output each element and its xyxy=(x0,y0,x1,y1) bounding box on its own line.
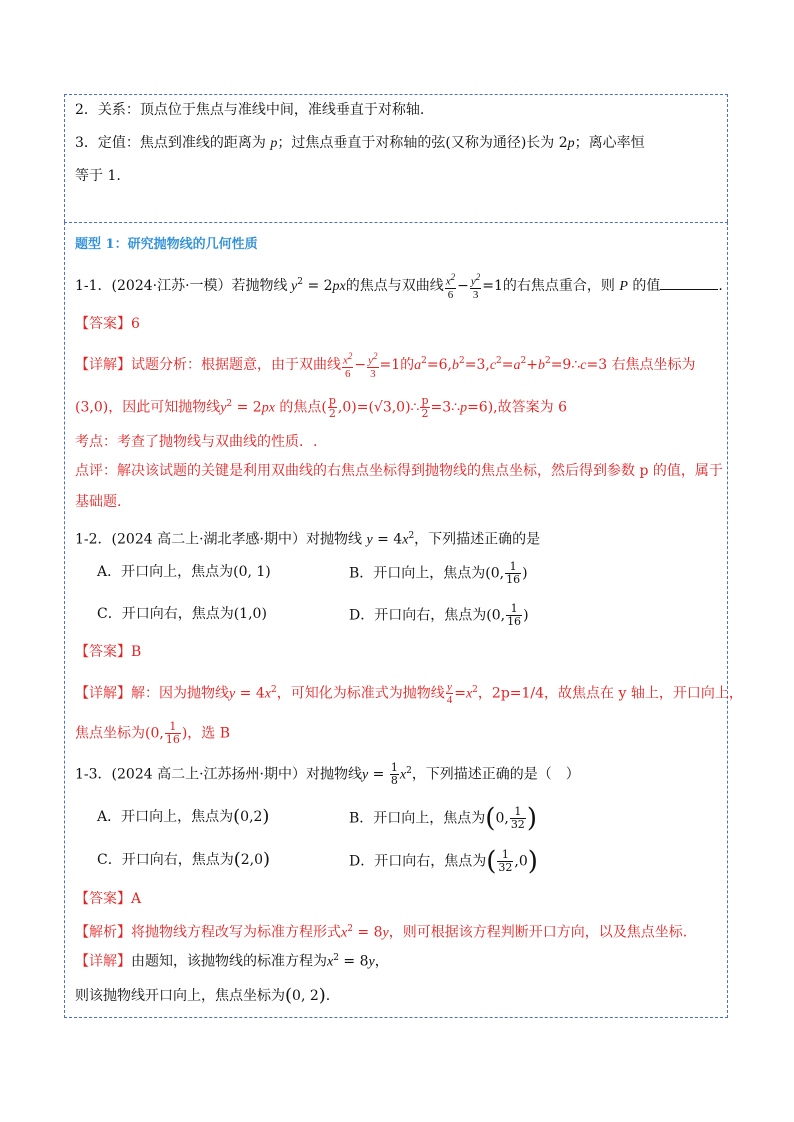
detail-1-2-line1: 【详解】解：因为抛物线$y = 4x^2$，可知化为标准式为抛物线 $\frac{y}{4}$ $=x^2$，2p=1/4，故焦点在 y 轴上，开口向上， xyxy=(75,681,743,707)
summary-box xyxy=(64,94,728,222)
question-1-2: 1-2．(2024 高二上·湖北孝感·期中）对抛物线 $y = 4x^2$，下列描述正确的是 xyxy=(75,531,541,548)
question-1-3: 1-3．(2024 高二上·江苏扬州·期中）对抛物线y = $\frac{1}{8}$ $x^2$，下列描述正确的是（ ） xyxy=(75,761,580,788)
detail-1-2-line2: 焦点坐标为(0, $\frac{1}{16}$ )，选 B xyxy=(75,720,231,746)
question-1-1: 1-1．(2024·江苏·一模）若抛物线 $y^2 = 2px$的焦点与双曲线 $\frac{x^2}{6}$ − $\frac{y^2}{3}$ =1的右焦点重合，则 P 的值 . xyxy=(75,272,723,301)
jiexi-1-3: 【解析】将抛物线方程改写为标准方程形式$x^2 = 8y$，则可根据该方程判断开口方向，以及焦点坐标. xyxy=(75,924,688,941)
option-1-3-c[interactable]: C．开口向右，焦点为(2,0) xyxy=(97,849,271,870)
conclusion-1-3: 则该抛物线开口向上，焦点坐标为(0, 2). xyxy=(75,985,331,1006)
option-1-2-c[interactable]: C．开口向右，焦点为(1,0) xyxy=(97,606,267,622)
property-constant-line2: 等于 1. xyxy=(75,168,121,184)
dianping-1-1-line2: 基础题. xyxy=(75,494,122,510)
option-1-2-a[interactable]: A．开口向上，焦点为(0, 1) xyxy=(97,564,271,580)
answer-blank xyxy=(660,275,718,290)
property-constant-line1: 3．定值：焦点到准线的距离为 p；过焦点垂直于对称轴的弦(又称为通径)长为 2p；离心率恒 xyxy=(75,135,645,151)
option-1-3-a[interactable]: A．开口向上，焦点为(0,2) xyxy=(97,806,270,827)
option-1-2-b[interactable]: B．开口向上，焦点为(0, $\frac{1}{16}$ ) xyxy=(349,560,528,586)
answer-1-3: 【答案】A xyxy=(75,891,142,907)
section-title: 题型 1：研究抛物线的几何性质 xyxy=(75,237,258,252)
answer-1-2: 【答案】B xyxy=(75,644,142,660)
dianping-1-1-line1: 点评：解决该试题的关键是利用双曲线的右焦点坐标得到抛物线的焦点坐标，然后得到参数 p 的值，属于 xyxy=(75,463,723,479)
answer-1-1: 【答案】6 xyxy=(75,316,140,332)
option-1-3-b[interactable]: B．开口向上，焦点为(0, $\frac{1}{32}$ ) xyxy=(349,803,537,834)
kaodian-1-1: 考点：考查了抛物线与双曲线的性质．. xyxy=(75,434,318,450)
property-relation: 2．关系：顶点位于焦点与准线中间，准线垂直于对称轴. xyxy=(75,102,425,118)
detail-1-1-line1: 【详解】试题分析：根据题意，由于双曲线 $\frac{x^2}{6}$ − $\frac{y^2}{3}$ =1的$a^2=6,b^2=3,c^2=a^2+b^2=9\therefore c=3$ 右焦点坐标为 xyxy=(75,351,696,380)
option-1-3-d[interactable]: D．开口向右，焦点为( $\frac{1}{32}$ ,0) xyxy=(349,846,538,877)
detail-1-1-line2: (3,0)，因此可知抛物线$y^2 = 2px$ 的焦点( $\frac{p}{2}$ ,0)=(√3,0)∴ $\frac{p}{2}$ =3∴p=6),故答案为 6 xyxy=(75,394,567,421)
option-1-2-d[interactable]: D．开口向右，焦点为(0, $\frac{1}{16}$ ) xyxy=(349,602,529,628)
detail-1-3: 【详解】由题知，该抛物线的标准方程为$x^2 = 8y$， xyxy=(75,953,389,970)
question-box xyxy=(64,222,743,1018)
